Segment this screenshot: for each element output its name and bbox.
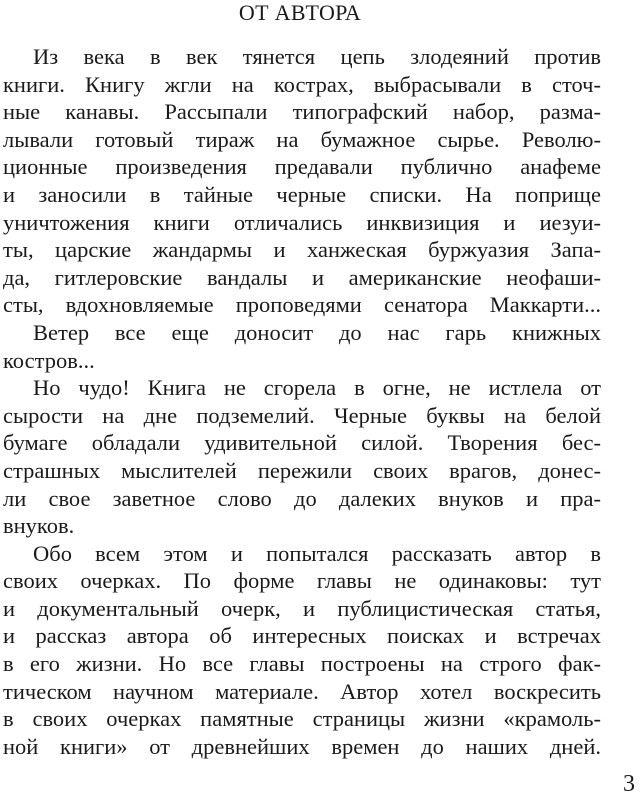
text-line: ционные произведения предавали публично анафеме	[3, 154, 601, 180]
text-line: тическом научном материале. Автор хотел воскресить	[3, 678, 601, 704]
text-line: книги. Книгу жгли на кострах, выбрасывали в сточ-	[3, 71, 601, 97]
text-line: Из века в век тянется цепь злодеяний против	[33, 44, 601, 69]
text-line: Но чудо! Книга не сгорела в огне, не истлела от	[33, 375, 601, 401]
text-line: внуков.	[3, 513, 75, 539]
text-line: в его жизни. Но все главы построены на строго фак-	[3, 651, 601, 677]
text-line: ной книги» от древнейших времен до наших дней.	[3, 733, 601, 759]
page-number: 3	[623, 771, 635, 797]
text-line: в своих очерках памятные страницы жизни «крамоль-	[3, 706, 601, 732]
text-line: ты, царские жандармы и ханжеская буржуазия Запа-	[3, 237, 601, 263]
text-line: ли свое заветное слово до далеких внуков и пра-	[3, 485, 601, 511]
text-line: бумаге обладали удивительной силой. Творения бес-	[3, 430, 601, 456]
text-line: Ветер все еще доносит до нас гарь книжных	[33, 319, 601, 345]
text-line: уничтожения книги отличались инквизиция и иезуи-	[3, 209, 601, 235]
text-line: своих очерках. По форме главы не одинаковы: тут	[3, 568, 601, 594]
text-line: и документальный очерк, и публицистическая статья,	[3, 595, 601, 621]
text-line: костров...	[3, 347, 95, 373]
text-line: Обо всем этом и попытался рассказать автор в	[33, 540, 601, 566]
body-text	[3, 43, 601, 760]
text-line: и рассказ автора об интересных поисках и встречах	[3, 623, 601, 649]
text-line: сты, вдохновляемые проповедями сенатора Маккарти...	[3, 292, 601, 318]
text-line: страшных мыслителей пережили своих врагов, донес-	[3, 457, 601, 483]
chapter-title: ОТ АВТОРА	[238, 0, 362, 25]
text-line: и заносили в тайные черные списки. На поприще	[3, 181, 601, 207]
text-line: да, гитлеровские вандалы и американские неофаши-	[3, 264, 601, 290]
text-line: лывали готовый тираж на бумажное сырье. Револю-	[3, 126, 601, 152]
text-line: сырости на дне подземелий. Черные буквы на белой	[3, 402, 601, 428]
text-line: ные канавы. Рассыпали типографский набор, разма-	[3, 99, 601, 125]
